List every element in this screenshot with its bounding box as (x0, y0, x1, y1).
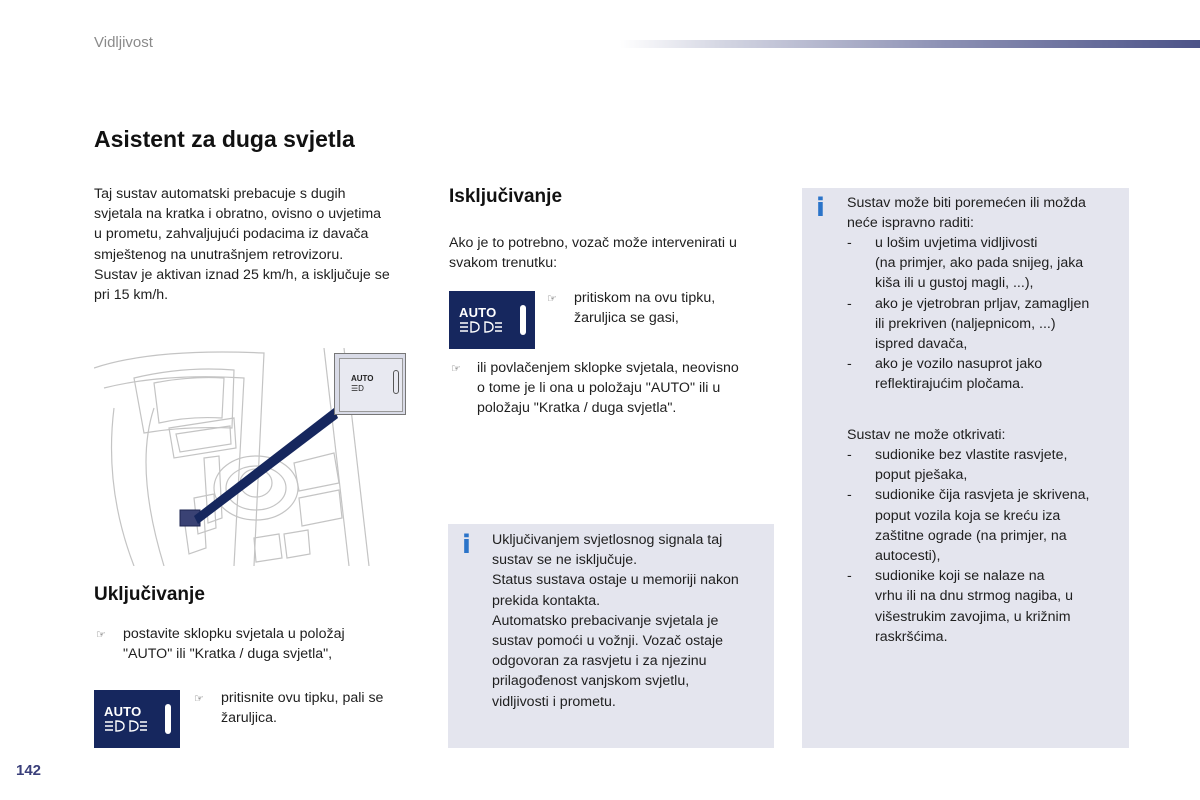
text-line: Uključivanjem svjetlosnog signala taj (492, 532, 723, 548)
auto-button-image (94, 690, 180, 748)
intro-line: Sustav je aktivan iznad 25 km/h, a isključuje se (94, 266, 390, 283)
text-line: vrhu ili na dnu strmog nagiba, u (875, 588, 1073, 605)
list-item (847, 233, 1122, 294)
text-line: sudionike bez vlastite rasvjete, (875, 447, 1068, 463)
auto-callout-label: AUTO (351, 374, 374, 383)
headlamp-icon: ☰D (351, 384, 364, 393)
bullet-icon: ☞ (451, 363, 461, 375)
info-box-limitations (802, 188, 1129, 748)
text-line: višestrukim zavojima, u križnim (875, 608, 1071, 625)
text-line: neće ispravno raditi: (847, 215, 974, 232)
dash-marker: - (847, 235, 852, 251)
text-line: Ako je to potrebno, vozač može intervenirati u (449, 235, 737, 251)
intro-line: u prometu, zahvaljujući podacima iz davača (94, 226, 369, 243)
text-line: ili prekriven (naljepnicom, ...) (875, 315, 1056, 332)
list-item (847, 485, 1122, 566)
text-line: u lošim uvjetima vidljivosti (875, 235, 1038, 251)
text-line: sudionike koji se nalaze na (875, 568, 1045, 585)
info-box-signal (448, 524, 774, 748)
text-line: žaruljica se gasi, (574, 310, 679, 327)
intro-line: Taj sustav automatski prebacuje s dugih (94, 186, 346, 202)
text-line: ili povlačenjem sklopke svjetala, neovisno (477, 360, 739, 376)
enable-step-1 (123, 624, 345, 664)
text-line: sudionike čija rasvjeta je skrivena, (875, 487, 1090, 504)
indicator-bar (165, 704, 171, 734)
header-gradient-bar (620, 40, 1200, 48)
dash-marker: - (847, 568, 852, 585)
section-heading-disable: Isključivanje (449, 186, 563, 207)
info-icon: i (816, 193, 825, 223)
headlamp-icon (459, 320, 503, 339)
text-line: Sustav može biti poremećen ili možda (847, 195, 1086, 211)
limitations-intro-2: Sustav ne može otkrivati: (847, 427, 1006, 443)
section-label: Vidljivost (94, 34, 153, 51)
intro-line: svjetala na kratka i obratno, ovisno o uvjetima (94, 206, 382, 223)
text-line: Automatsko prebacivanje svjetala je (492, 612, 719, 629)
text-line: kiša ili u gustoj magli, ...), (875, 275, 1034, 292)
disable-intro (449, 233, 737, 273)
text-line: "AUTO" ili "Kratka / duga svjetla", (123, 646, 333, 663)
text-line: o tome je li ona u položaju "AUTO" ili u (477, 380, 721, 397)
page-number: 142 (16, 762, 42, 779)
list-item (847, 354, 1122, 394)
text-line: sustav pomoći u vožnji. Vozač ostaje (492, 633, 724, 650)
intro-paragraph (94, 184, 424, 305)
bullet-icon: ☞ (547, 293, 557, 305)
enable-step-2 (221, 688, 383, 728)
list-item (847, 566, 1122, 647)
text-line: autocesti), (875, 548, 941, 565)
info-icon: i (462, 530, 471, 560)
indicator-lamp (393, 370, 399, 394)
text-line: sustav se ne isključuje. (492, 552, 638, 569)
undetectable-list (847, 445, 1122, 647)
headlamp-icon (104, 719, 148, 738)
text-line: pritiskom na ovu tipku, (574, 290, 716, 306)
limitations-intro (847, 193, 1086, 233)
auto-label: AUTO (104, 704, 142, 719)
text-line: postavite sklopku svjetala u položaj (123, 626, 345, 642)
text-line: svakom trenutku: (449, 255, 558, 272)
text-line: ako je vjetrobran prljav, zamagljen (875, 295, 1090, 312)
auto-label: AUTO (459, 305, 497, 320)
dash-marker: - (847, 487, 852, 504)
text-line: poput pješaka, (875, 467, 968, 484)
page-title: Asistent za duga svjetla (94, 126, 355, 152)
list-item (847, 294, 1122, 355)
indicator-bar (520, 305, 526, 335)
info-text (492, 530, 739, 712)
dash-marker: - (847, 447, 852, 463)
text-line: Status sustava ostaje u memoriji nakon (492, 572, 739, 589)
text-line: položaju "Kratka / duga svjetla". (477, 400, 677, 417)
bullet-icon: ☞ (96, 629, 106, 641)
text-line: odgovoran za rasvjetu i za njezinu (492, 653, 707, 670)
text-line: vidljivosti i prometu. (492, 693, 616, 710)
text-line: žaruljica. (221, 710, 277, 727)
disable-step-2 (477, 358, 739, 419)
text-line: reflektirajućim pločama. (875, 376, 1025, 393)
text-line: ako je vozilo nasuprot jako (875, 356, 1043, 373)
dash-marker: - (847, 295, 852, 312)
auto-button-image (449, 291, 535, 349)
console-illustration (94, 348, 414, 566)
text-line: (na primjer, ako pada snijeg, jaka (875, 255, 1084, 272)
text-line: poput vozila koja se kreću iza (875, 507, 1061, 524)
list-item (847, 445, 1122, 485)
text-line: prekida kontakta. (492, 592, 601, 609)
text-line: raskršćima. (875, 628, 948, 645)
text-line: zaštitne ograde (na primjer, na (875, 527, 1067, 544)
text-line: ispred davača, (875, 336, 968, 353)
auto-button-callout (334, 353, 406, 415)
limitations-list (847, 233, 1122, 395)
intro-line: smještenog na unutrašnjem retrovizoru. (94, 246, 344, 263)
bullet-icon: ☞ (194, 693, 204, 705)
section-heading-enable: Uključivanje (94, 584, 205, 605)
disable-step-1 (574, 288, 715, 328)
dash-marker: - (847, 356, 852, 373)
text-line: prilagođenost vanjskom svjetlu, (492, 673, 690, 690)
text-line: pritisnite ovu tipku, pali se (221, 690, 384, 706)
intro-line: pri 15 km/h. (94, 287, 169, 304)
